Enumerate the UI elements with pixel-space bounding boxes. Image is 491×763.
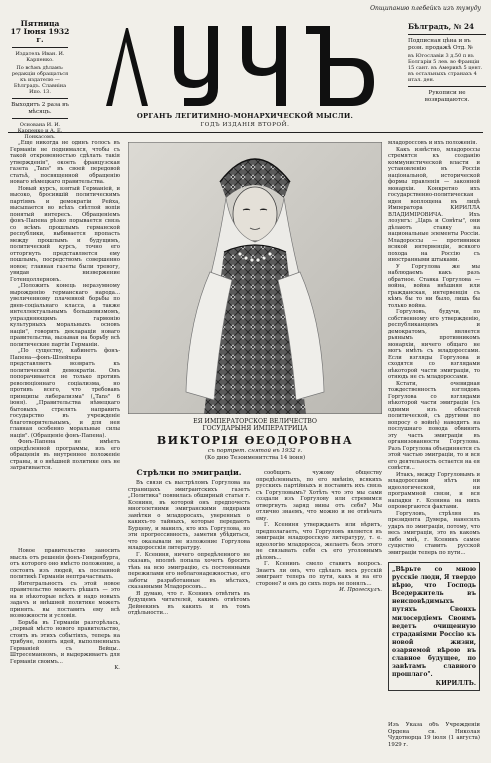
paragraph: Горгуловъ, будучи, по собственному его утвержденію, республиканцемъ и демократомъ, является рьянымъ противникомъ монархіи, ничего общаго не могъ имѣть съ младороссами. Если взгляды Горгулова и сходятся со взглядами нѣкоторой части эмиграціи, то отнюдь не съ младороссами.	[388, 309, 480, 380]
paragraph: Г. Ксениня утверждаетъ или вѣритъ, предполагаетъ, что Горгуловъ является въ эмиграціи младоросскую литературу, т. е. идеологію младоросса, желаетъ безъ этого не связывать себя съ его уголовнымъ дѣломъ...	[256, 522, 382, 561]
article-signature: И. Прогескулъ.	[339, 587, 382, 593]
paragraph: Кстати, очевидная тождественность взглядовъ Горгулова со взглядами нѣкоторой части эмиграціи (съ одними изъ областей политической, съ другими по вопросу о войнѣ) наводитъ на послушнаго повода обвинять эту часть эмиграціи въ организованности Горгулова. Разъ Горгулова объединяется съ этой частью эмиграціи, то и вся его деятельность остается на ея совѣсти...	[388, 380, 480, 471]
paragraph: Борьба въ Германіи разгорѣлась, „первый мѣсто нового правительство, стоить въ этихъ событіяхъ, теперь на трибуне, понять идей, выполненныхъ Германіей съ Вейцы.. Штресеманномъ, и выдерживаетъ для Германіи своимъ...	[10, 619, 120, 665]
boxed-quote	[388, 562, 480, 691]
paragraph: младороссовъ и ихъ положенія.	[388, 140, 478, 146]
portrait-caption	[128, 418, 382, 461]
paragraph: „По существу, кабинетъ фонъ-Папена—фонъ-Шлейхера представляетъ возвратъ къ политической демократіи. Онъ попорачивается не только противъ революціоннаго соціализма, но противъ всего, что требовавъ принципы либерализма" („Tans" 6 іюня). „Правительства нѣмецкаго бытовыхъ стрелять направить государство въ учрежденіе благотворительнымъ, и для нея главная особенно моральные силы нація". (Обращеніе фонъ-Папена).	[10, 348, 120, 439]
divider	[408, 86, 486, 87]
publisher: Издатель Иван. И. Карпенко.	[15, 51, 65, 63]
paragraph: Въ связи съ выстрѣломъ Горгулова на страницахъ эмигрантскихъ газетъ „Политика" появилась обширный статья г. Ксениня, въ которой онъ предпочесть многолетними эмигранскими лидерами замѣтки о младоросахъ, уверенных о какихъ-то тайныхъ, которые передаютъ Бурцеву, и манилъ, кто ихъ Горгулова, но эти прогрессивность, заметив убѣдиться, что оказывали не изложение Горгулова младоросскія литературу.	[128, 480, 250, 551]
paragraph: сообщить чужому обществу опредѣленныхъ, по его мнѣнію, всякихъ русскихъ партійныхъ и поставить ихъ связь съ Горгуловымъ? Хотѣть что это мы сами создали изъ Горгулову или стремимся отвергнуть заряд вины отъ себя? Мы отлично знаемъ, что можно и не отвѣчать ему.	[256, 470, 382, 522]
decree-note: Изъ Указа объ Учрежденіи Ордена св. Николая Чудотворца 19 іюля (1 августа) 1929 г.	[388, 722, 480, 748]
paragraph: Фонъ-Папена не имѣетъ опредѣленной программы, изъ его обращенія въ внутреннее положеніе страны, и о внѣшней политике онъ не затрагивается.	[10, 439, 120, 471]
caption-photo-note: съ портрет. снятой въ 1932 г.	[207, 448, 303, 454]
subscription-price: Подписная цѣна и въ розн. продажѣ Отд. №	[408, 38, 474, 51]
paragraph: „Положить конець неразумному вырожденію германскаго народа... увеличенному плачевной борьбы по днев-соціальнаго класса, а также интеллектуальнымъ большевизмомъ, упраздняющимъ гармонію культурныхъ моральныхъ основъ націи", говорить деклараціи новаго правительства, вызывая на борьбу всѣ политические партіи Германіи.	[10, 283, 120, 348]
paragraph: Г. Ксениня, ничего опредѣленного не сказавъ, вполнѣ попала хочетъ бросить тѣнь на всю эмиграцію, съ постоянными пережилами его неблагонадежностью, его заботы разработанные въ мѣстахъ, сказанными Младоросовъ...	[128, 551, 250, 590]
paragraph: Г. Ксенинъ смело ставитъ вопросъ. Знаетъ ли онъ, что сдѣлалъ весь русскій эмигрант теперь по пути, какъ и на его стороне? и онъ до сихъ поръ не понялъ…	[256, 561, 382, 587]
paragraph: Интегральность съ этой новое правительство можетъ рѣшать — это на и нѣкоторые всѣхъ и надо новыхъ задачъ и внѣшней политике можетъ принять. вы поставить ему всѣ возможности и условія.	[10, 580, 120, 619]
manuscripts-note: Рукописи не возвращаются.	[424, 90, 470, 103]
paragraph: Я думаю, что г. Ксенинъ отвѣтить въ будущемъ читателей, какимъ отвѣтомъ Дейнекинъ въ какихъ и въ томъ отдѣльности...	[128, 590, 250, 616]
left-header	[8, 20, 72, 140]
right-header	[408, 22, 486, 103]
caption-line-2: ГОСУДАРЫНЯ ИМПЕРАТРИЦА	[202, 425, 308, 432]
right-article	[388, 140, 480, 556]
quote-text: „Вѣрьте со мною русскіе люди, Я твердо вѣрю, что Господь Вседержитель въ неисповѣдимыхъ путяхъ Своихъ милосердіемъ Своимъ ведетъ очищенную страданіями Россію къ новой жизни, озаряемой вѣрою въ славное будущее, по завѣтамъ славного прошлаго".	[392, 566, 476, 679]
title-text: ЛУЧЪ	[243, 109, 247, 110]
corner-handwriting: Опщипанию плебейкъ изъ тумуду	[370, 5, 481, 12]
caption-occasion: (Ко дню Тезоименитства 14 іюня)	[204, 455, 306, 461]
masthead-rule	[8, 132, 483, 133]
paragraph: Новое правительство заносить мысль отъ решенія фонъ-Гинденбурга, отъ которого оно вмѣсто положение, а состоять изъ людей, къ посланной политикѣ Германіи нептрачаствыхъ.	[10, 548, 120, 580]
divider	[12, 47, 68, 48]
paragraph: Итакъ, между Горгуловымъ и младороссами нѣтъ ни идеологической, ни программной связи, и вся нападки г. Ксенина на нихъ опровергаются фактами.	[388, 471, 480, 510]
founders: Основана И. И. Карпенко и А. Е. Понкасомъ.	[17, 122, 63, 141]
quote-signature: КИРИЛЛЪ.	[435, 680, 476, 688]
frequency: Выходитъ 2 раза въ мѣсяцъ.	[11, 102, 69, 115]
emigration-article-col1	[128, 480, 250, 617]
divider	[12, 98, 68, 99]
motto: ОРГАНЪ ЛЕГИТИМНО-МОНАРХИЧЕСКОЙ МЫСЛИ.	[136, 112, 354, 120]
divider	[12, 118, 68, 119]
paragraph: „Еще никогда не одинъ голосъ въ Германіи не поднимался, чтобы съ такой откровенностью сдѣлать такія утвержденія", окоеть французская газета „Tans" въ своей передовой статьѣ, посвященной обращенію новаго нѣмецкаго правительства.	[10, 140, 120, 185]
empress-portrait-photo	[128, 142, 382, 414]
year-line: ГОДЪ ИЗДАНІЯ ВТОРОЙ.	[200, 122, 290, 128]
paragraph: Горгуловъ, стрѣляя въ президента Думера, нанесялъ ударъ по эмиграціи, потому, что весь эмиграціи, это въ какомъ либо мнѣ, г. Ксенинъ самое существо ставитъ русской эмиграціи теперь по пути...	[388, 510, 480, 556]
paragraph: Какъ извѣстно, младороссы стремятся къ созданію коммунистической власти и установленію въ Россіи національной, исторической формы правленія — законной монархіи. Конкретно ихъ государственно-политическая идея воплощена въ лицѣ Императора КИРИЛЛА ВЛАДИМІРОВИЧА. Ихъ лозунгъ: „Царь и Совѣты", они дѣлаютъ ставку на национальные элементы Россіи. Младороссы — противники всякой интервенціи, всякого похода на Россію съ иностранными штыками.	[388, 146, 480, 263]
issue-number: Бѣлградъ, № 24	[408, 22, 474, 31]
country-prices: въ Югославіи 3 д.50 п въ Болгаріи 5 лев. во Франціи 15 сант. въ Америкѣ 5 цент. въ остальныхъ странахъ 4 итал. ден.	[408, 53, 483, 84]
article-headline: Стрѣлки по эмиграціи.	[136, 468, 242, 477]
weekday: Пятница	[20, 19, 60, 28]
masthead-title-logo	[92, 18, 398, 110]
emigration-article-col2	[256, 470, 382, 594]
editorial-address: По всѣмъ дѣламъ: редакціи обращаться къ издателю — Бѣлградъ. Славніна Ипо. 13.	[11, 65, 69, 95]
article-signature: K.	[114, 665, 120, 671]
lead-article-continued	[10, 548, 120, 672]
lead-article	[10, 140, 120, 472]
paragraph: У Горгулова же мы наблюдаемъ какъ разъ обратное. Ставка Горгулова — война, война внѣшняя или гражданская, интервенція съ кѣмъ бы то ни было, лишь бы только война.	[388, 263, 480, 309]
caption-line-1: ЕЯ ИМПЕРАТОРСКОЕ ВЕЛИЧЕСТВО	[193, 418, 317, 425]
paragraph: Новый курсъ, взятый Германіей, и высоко, бросившій политическимъ партіямъ и демократіи Рейха, высыпается во всѣхъ свѣтлой вопіи понятый интересъ. Обращеніемъ фонъ-Папена рѣзко порывается связь со всѣмъ прошлымъ германской республики, выбивается пропасть между прошлымъ и будущимъ, политический курсъ, точно его отторгнуть представляется ему пошлымъ, посредствомъ совершенно новое; главная газеты были тревогу, увидав низвержение Готенцоллерновъ.	[10, 185, 120, 283]
divider	[408, 34, 486, 35]
caption-name: ВИКТОРІЯ ѲЕОДОРОВНА	[156, 434, 354, 447]
issue-date: 17 Іюня 1932 г.	[10, 27, 70, 44]
